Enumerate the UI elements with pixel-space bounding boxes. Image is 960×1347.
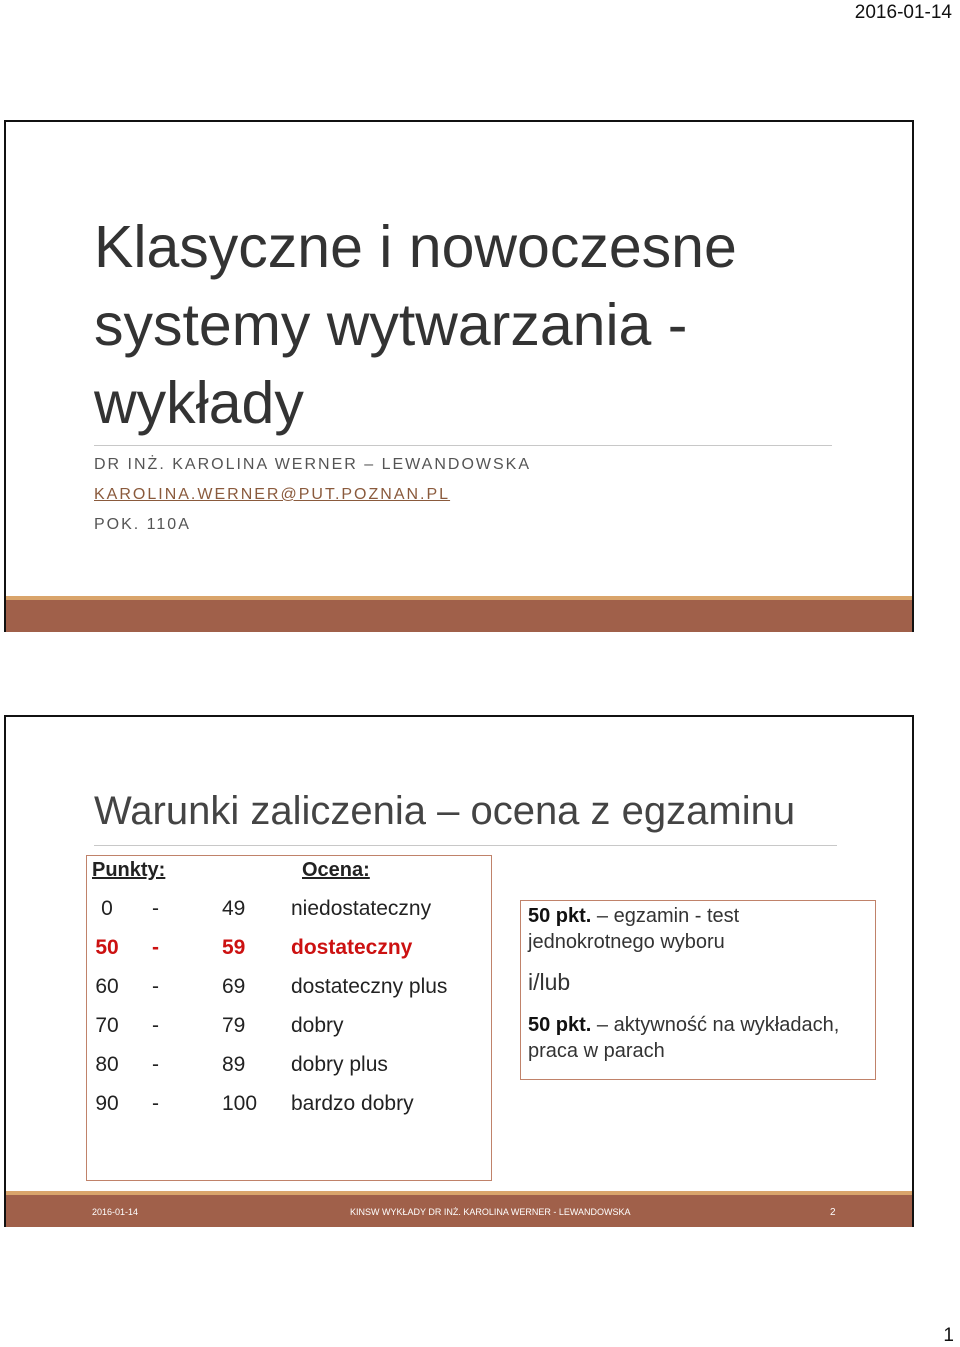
row-to: 59: [222, 936, 246, 959]
exam-line: [528, 905, 739, 928]
author-email-link[interactable]: KAROLINA.WERNER@PUT.POZNAN.PL: [94, 486, 451, 503]
title-divider: [94, 445, 832, 446]
row-dash: -: [152, 1092, 159, 1115]
row-from: 50: [95, 936, 119, 959]
row-dash: -: [152, 1053, 159, 1076]
page-header-date: 2016-01-14: [854, 2, 952, 23]
row-dash: -: [152, 1014, 159, 1037]
exam-points: 50 pkt.: [528, 905, 592, 927]
slide-title: [4, 120, 914, 632]
slide-1-title: Klasyczne i nowoczesne systemy wytwarzania - wykłady: [94, 214, 737, 436]
activity-text: – aktywność na wykładach,: [591, 1014, 840, 1036]
row-grade: niedostateczny: [291, 897, 432, 920]
row-dash: -: [152, 975, 159, 998]
row-from: 90: [95, 1092, 119, 1115]
activity-line: [528, 1014, 839, 1037]
row-grade: bardzo dobry: [291, 1092, 414, 1115]
footer-title: KINSW WYKŁADY DR INŻ. KAROLINA WERNER - LEWANDOWSKA: [350, 1207, 631, 1217]
footer-date: 2016-01-14: [92, 1207, 139, 1217]
activity-points: 50 pkt.: [528, 1014, 592, 1036]
row-grade: dobry: [291, 1014, 344, 1037]
row-from: 80: [95, 1053, 119, 1076]
title-divider: [94, 845, 837, 846]
slide-conditions: [4, 715, 914, 1227]
row-dash: -: [152, 936, 159, 959]
activity-line-2: praca w parach: [528, 1040, 665, 1062]
row-to: 89: [222, 1053, 246, 1076]
accent-band: [6, 600, 912, 632]
row-from: 70: [95, 1014, 119, 1037]
row-dash: -: [152, 897, 159, 920]
row-from: 0: [101, 897, 113, 920]
row-grade: dostateczny: [291, 936, 413, 959]
page-number: 1: [943, 1325, 954, 1346]
grade-header: Ocena:: [302, 859, 370, 881]
row-to: 79: [222, 1014, 246, 1037]
row-grade: dostateczny plus: [291, 975, 448, 998]
slide-2-title: Warunki zaliczenia – ocena z egzaminu: [94, 789, 796, 833]
author-name: DR INŻ. KAROLINA WERNER – LEWANDOWSKA: [94, 456, 532, 473]
exam-text: – egzamin - test: [591, 905, 740, 927]
row-from: 60: [95, 975, 119, 998]
row-to: 49: [222, 897, 246, 920]
points-header: Punkty:: [92, 859, 166, 881]
exam-line-2: jednokrotnego wyboru: [528, 931, 725, 953]
row-to: 100: [222, 1092, 258, 1115]
row-to: 69: [222, 975, 246, 998]
connector-text: i/lub: [528, 969, 571, 995]
footer-slide-number: 2: [830, 1207, 836, 1218]
room-number: POK. 110A: [94, 516, 191, 533]
row-grade: dobry plus: [291, 1053, 388, 1076]
grade-table-box: [86, 855, 492, 1181]
